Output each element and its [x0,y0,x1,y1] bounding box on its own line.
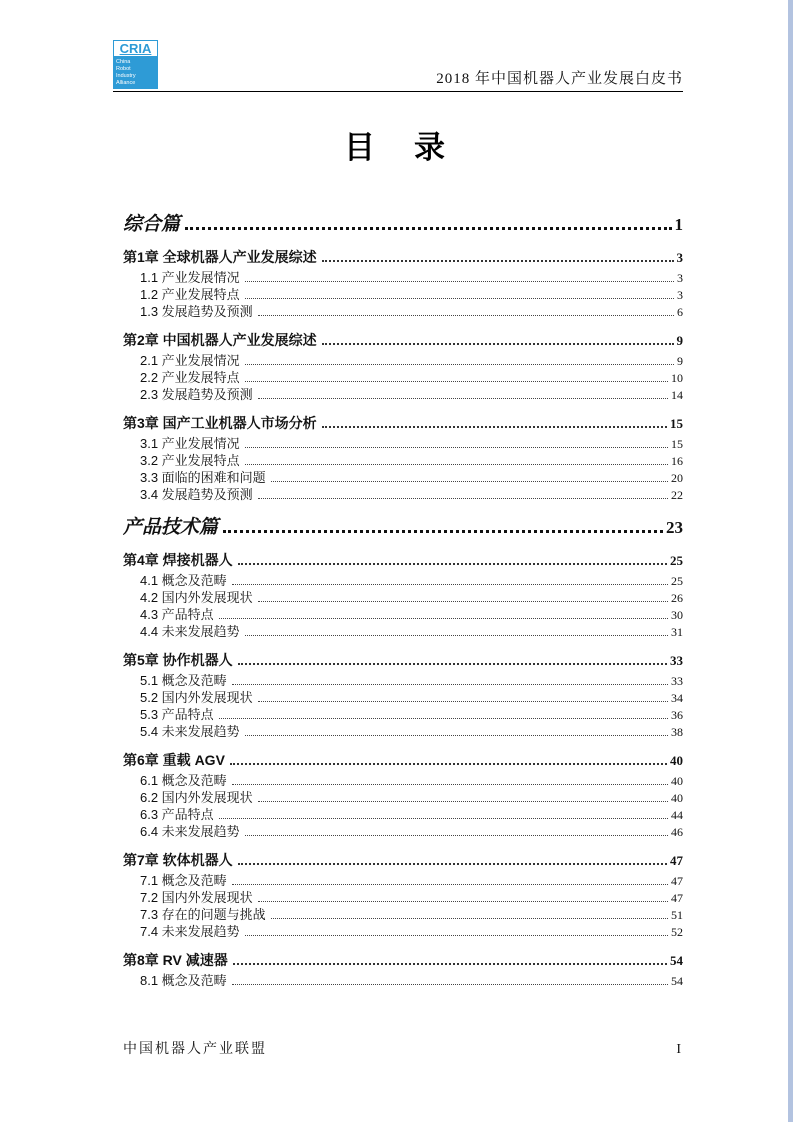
toc-page-title: 目 录 [344,130,449,165]
toc-entry-page-number: 20 [671,471,683,485]
toc-entry-section[interactable] [140,573,683,589]
toc-entry-section[interactable] [140,673,683,689]
toc-entry-page-number: 15 [671,437,683,451]
footer-organization: 中国机器人产业联盟 [123,1042,267,1057]
dot-leader [245,298,674,299]
toc-entry-page-number: 1 [674,215,683,234]
dot-leader [219,618,668,619]
page-edge-bar [788,0,793,1122]
toc-entry-label: 5.3 产品特点 [140,707,214,722]
toc-entry-page-number: 54 [670,953,683,968]
dot-leader [245,935,668,936]
toc-entry-chapter[interactable] [123,248,683,267]
page-footer [123,1038,683,1058]
toc-entry-section[interactable] [140,890,683,906]
toc-entry-page-number: 44 [671,808,683,822]
dot-leader [322,260,674,262]
dot-leader [258,498,668,499]
toc-entry-label: 6.1 概念及范畴 [140,773,227,788]
dot-leader [232,884,668,885]
dot-leader [258,398,668,399]
dot-leader [232,984,668,985]
toc-entry-label: 3.1 产业发展情况 [140,436,240,451]
toc-entry-page-number: 33 [670,653,683,668]
dot-leader [258,801,668,802]
toc-entry-section[interactable] [140,370,683,386]
toc-entry-page-number: 51 [671,908,683,922]
toc-entry-page-number: 25 [670,553,683,568]
toc-entry-page-number: 34 [671,691,683,705]
dot-leader [258,601,668,602]
toc-entry-section[interactable] [140,707,683,723]
toc-entry-label: 1.2 产业发展特点 [140,287,240,302]
toc-entry-section[interactable] [140,824,683,840]
toc-entry-page-number: 26 [671,591,683,605]
toc-entry-label: 4.2 国内外发展现状 [140,590,253,605]
toc-entry-label: 产品技术篇 [123,517,219,538]
toc-entry-label: 3.3 面临的困难和问题 [140,470,266,485]
toc-entry-label: 第7章 软体机器人 [123,852,233,868]
toc-entry-section[interactable] [140,353,683,369]
dot-leader [271,918,668,919]
toc-entry-section[interactable] [140,624,683,640]
dot-leader [245,735,668,736]
toc-entry-label: 6.2 国内外发展现状 [140,790,253,805]
cria-logo [113,40,158,89]
toc-entry-page-number: 9 [677,354,683,368]
toc-entry-section[interactable] [140,773,683,789]
toc-entry-label: 第6章 重载 AGV [123,752,225,768]
dot-leader [232,684,668,685]
toc-entry-section[interactable] [140,790,683,806]
toc-entry-page-number: 3 [676,250,683,265]
dot-leader [238,563,667,565]
toc-entry-chapter[interactable] [123,751,683,770]
toc-entry-label: 7.4 未来发展趋势 [140,924,240,939]
toc-entry-section[interactable] [140,387,683,403]
toc-entry-page-number: 47 [671,891,683,905]
toc-entry-page-number: 36 [671,708,683,722]
toc-entry-label: 6.4 未来发展趋势 [140,824,240,839]
toc-entry-section[interactable] [140,924,683,940]
toc-entry-chapter[interactable] [123,851,683,870]
toc-entry-page-number: 9 [676,333,683,348]
toc-entry-page-number: 52 [671,925,683,939]
dot-leader [322,343,674,345]
toc-entry-label: 4.3 产品特点 [140,607,214,622]
toc-entry-label: 第8章 RV 减速器 [123,952,228,968]
dot-leader [219,718,668,719]
toc-entry-page-number: 38 [671,725,683,739]
toc-entry-page-number: 40 [670,753,683,768]
cria-logo-subtext [113,56,158,89]
toc-entry-label: 7.1 概念及范畴 [140,873,227,888]
document-header-title: 2018 年中国机器人产业发展白皮书 [436,71,683,87]
toc-list [123,200,683,990]
toc-entry-page-number: 40 [671,774,683,788]
toc-entry-label: 4.4 未来发展趋势 [140,624,240,639]
dot-leader [245,381,668,382]
toc-entry-section[interactable] [140,607,683,623]
page-header [113,40,683,90]
dot-leader [258,901,668,902]
toc-entry-label: 3.4 发展趋势及预测 [140,487,253,502]
toc-entry-section[interactable] [140,270,683,286]
toc-entry-label: 6.3 产品特点 [140,807,214,822]
cria-logo-acronym: CRIA [114,41,157,56]
toc-entry-page-number: 47 [670,853,683,868]
toc-entry-chapter[interactable] [123,551,683,570]
cria-logo-subtext-line: China [116,59,131,65]
toc-entry-section[interactable] [140,436,683,452]
toc-entry-label: 8.1 概念及范畴 [140,973,227,988]
dot-leader [238,863,667,865]
toc-entry-section[interactable] [140,487,683,503]
toc-entry-section[interactable] [140,907,683,923]
toc-entry-page-number: 33 [671,674,683,688]
toc-entry-page-number: 14 [671,388,683,402]
toc-entry-page-number: 31 [671,625,683,639]
toc-entry-section[interactable] [140,470,683,486]
toc-entry-section[interactable] [140,304,683,320]
toc-entry-page-number: 54 [671,974,683,988]
toc-entry-page-number: 40 [671,791,683,805]
toc-entry-label: 5.4 未来发展趋势 [140,724,240,739]
cria-logo-subtext-line: Robot [116,66,131,72]
cria-logo-subtext-line: Industry [116,73,136,79]
dot-leader [322,426,667,428]
toc-entry-chapter[interactable] [123,331,683,350]
toc-entry-label: 第4章 焊接机器人 [123,552,233,568]
toc-entry-label: 3.2 产业发展特点 [140,453,240,468]
footer-page-number: I [676,1042,683,1057]
dot-leader [232,784,668,785]
dot-leader [233,963,667,965]
toc-entry-label: 5.2 国内外发展现状 [140,690,253,705]
toc-entry-label: 第1章 全球机器人产业发展综述 [123,249,317,265]
dot-leader [245,835,668,836]
toc-entry-label: 2.1 产业发展情况 [140,353,240,368]
dot-leader [258,315,674,316]
header-divider [113,91,683,92]
dot-leader [238,663,667,665]
toc-entry-label: 7.2 国内外发展现状 [140,890,253,905]
toc-entry-page-number: 16 [671,454,683,468]
dot-leader [245,635,668,636]
toc-entry-page-number: 47 [671,874,683,888]
toc-entry-chapter[interactable] [123,414,683,433]
toc-entry-label: 4.1 概念及范畴 [140,573,227,588]
toc-entry-page-number: 3 [677,288,683,302]
toc-entry-section[interactable] [140,287,683,303]
toc-entry-label: 第5章 协作机器人 [123,652,233,668]
toc-entry-page-number: 15 [670,416,683,431]
toc-entry-page-number: 22 [671,488,683,502]
dot-leader [219,818,668,819]
toc-entry-section[interactable] [140,590,683,606]
dot-leader [245,364,674,365]
toc-entry-label: 综合篇 [123,214,181,235]
dot-leader [245,464,668,465]
dot-leader [232,584,668,585]
toc-entry-page-number: 6 [677,305,683,319]
toc-entry-label: 7.3 存在的问题与挑战 [140,907,266,922]
toc-entry-section[interactable] [140,453,683,469]
toc-entry-chapter[interactable] [123,651,683,670]
toc-entry-chapter[interactable] [123,951,683,970]
dot-leader [258,701,668,702]
toc-entry-label: 第2章 中国机器人产业发展综述 [123,332,317,348]
toc-entry-section[interactable] [140,873,683,889]
toc-entry-section[interactable] [140,724,683,740]
toc-entry-page-number: 23 [666,518,683,537]
dot-leader [245,447,668,448]
toc-entry-page-number: 30 [671,608,683,622]
toc-entry-label: 1.1 产业发展情况 [140,270,240,285]
toc-entry-part[interactable] [123,516,683,540]
toc-entry-label: 1.3 发展趋势及预测 [140,304,253,319]
dot-leader [223,530,663,533]
dot-leader [271,481,668,482]
toc-entry-label: 5.1 概念及范畴 [140,673,227,688]
toc-entry-part[interactable] [123,213,683,237]
dot-leader [185,227,671,230]
toc-entry-page-number: 3 [677,271,683,285]
toc-entry-section[interactable] [140,973,683,989]
toc-entry-page-number: 10 [671,371,683,385]
dot-leader [245,281,674,282]
toc-entry-page-number: 25 [671,574,683,588]
toc-entry-label: 2.3 发展趋势及预测 [140,387,253,402]
dot-leader [230,763,667,765]
toc-entry-label: 第3章 国产工业机器人市场分析 [123,415,317,431]
toc-entry-page-number: 46 [671,825,683,839]
toc-entry-section[interactable] [140,690,683,706]
toc-entry-label: 2.2 产业发展特点 [140,370,240,385]
cria-logo-subtext-line: Alliance [116,80,136,86]
toc-entry-section[interactable] [140,807,683,823]
